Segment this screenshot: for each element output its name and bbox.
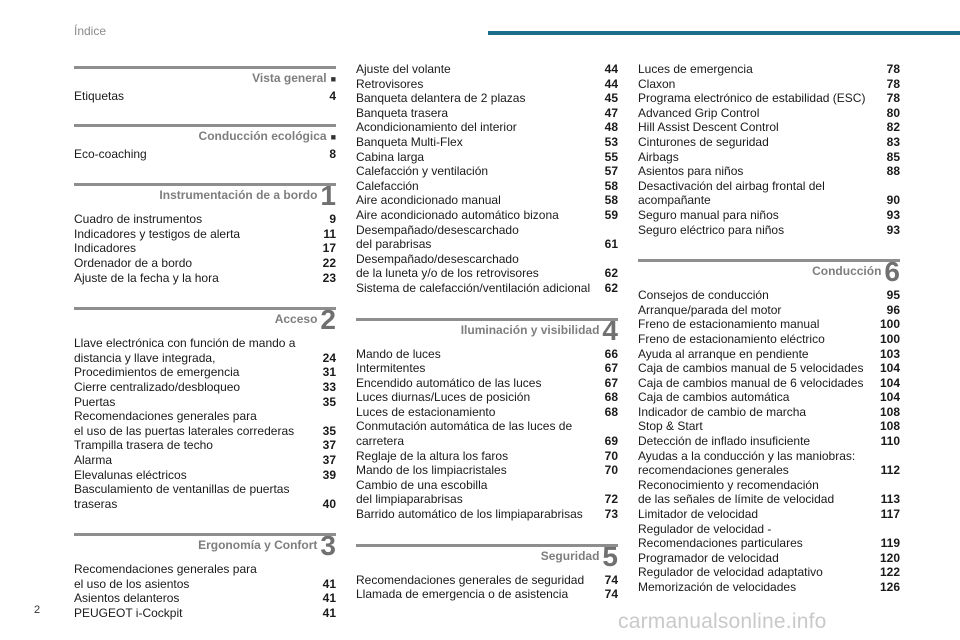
toc-entry[interactable] bbox=[638, 62, 900, 77]
entry-list bbox=[74, 89, 336, 108]
entry-page: 95 bbox=[886, 288, 900, 303]
toc-entry[interactable] bbox=[638, 193, 900, 208]
entry-title: Seguro manual para niños bbox=[638, 207, 779, 222]
toc-entry[interactable] bbox=[638, 164, 900, 179]
entry-page: 41 bbox=[322, 591, 336, 606]
toc-entry[interactable] bbox=[356, 237, 618, 252]
entry-title: Reconocimiento y recomendación bbox=[638, 477, 819, 492]
toc-section bbox=[74, 66, 336, 108]
toc-entry[interactable] bbox=[638, 223, 900, 238]
entry-title: Arranque/parada del motor bbox=[638, 302, 782, 317]
toc-entry[interactable] bbox=[356, 573, 618, 588]
entry-list bbox=[356, 62, 618, 300]
entry-title: Cuadro de instrumentos bbox=[74, 212, 203, 227]
entry-page: 67 bbox=[604, 375, 618, 390]
entry-page: 104 bbox=[879, 390, 900, 405]
toc-entry[interactable] bbox=[638, 492, 900, 507]
entry-title: Desempañado/desescarchado bbox=[356, 251, 519, 266]
entry-title: Desactivación del airbag frontal del bbox=[638, 178, 825, 193]
entry-page: 61 bbox=[604, 237, 618, 252]
entry-page: 9 bbox=[329, 212, 336, 227]
toc-section bbox=[356, 300, 618, 526]
entry-title: Calefacción y ventilación bbox=[356, 164, 489, 179]
entry-title: Regulador de velocidad - bbox=[638, 521, 772, 536]
entry-page: 48 bbox=[604, 120, 618, 135]
entry-page: 24 bbox=[322, 350, 336, 365]
toc-section bbox=[638, 62, 900, 241]
entry-title: Caja de cambios manual de 5 velocidades bbox=[638, 361, 864, 376]
entry-title: Desempañado/desescarchado bbox=[356, 222, 519, 237]
toc-entry[interactable] bbox=[638, 478, 900, 493]
entry-title: Elevalunas eléctricos bbox=[74, 467, 187, 482]
entry-page: 104 bbox=[879, 375, 900, 390]
entry-title: del parabrisas bbox=[356, 237, 432, 252]
entry-title: carretera bbox=[356, 434, 405, 449]
entry-page: 85 bbox=[886, 149, 900, 164]
entry-page: 23 bbox=[322, 270, 336, 285]
toc-entry[interactable] bbox=[74, 351, 336, 366]
toc-section bbox=[638, 241, 900, 598]
entry-title: Consejos de conducción bbox=[638, 288, 769, 303]
entry-title: de la luneta y/o de los retrovisores bbox=[356, 266, 539, 281]
toc-entry[interactable] bbox=[356, 347, 618, 362]
toc-entry[interactable] bbox=[638, 179, 900, 194]
toc-entry[interactable] bbox=[356, 193, 618, 208]
entry-page: 68 bbox=[604, 404, 618, 419]
entry-page: 4 bbox=[329, 89, 336, 103]
entry-title: Acondicionamiento del interior bbox=[356, 120, 517, 135]
entry-title: Trampilla trasera de techo bbox=[74, 438, 213, 453]
entry-title: Calefacción bbox=[356, 178, 419, 193]
toc-entry[interactable] bbox=[638, 419, 900, 434]
toc-entry[interactable] bbox=[356, 77, 618, 92]
toc-entry[interactable] bbox=[356, 179, 618, 194]
toc-entry[interactable] bbox=[356, 361, 618, 376]
entry-title: Stop & Start bbox=[638, 419, 703, 434]
entry-title: recomendaciones generales bbox=[638, 463, 789, 478]
toc-entry[interactable] bbox=[356, 266, 618, 281]
toc-section bbox=[74, 165, 336, 289]
entry-page: 22 bbox=[322, 255, 336, 270]
entry-page: 119 bbox=[880, 536, 900, 551]
toc-entry[interactable] bbox=[638, 390, 900, 405]
section-bullet-icon: ■ bbox=[330, 131, 336, 142]
toc-entry[interactable] bbox=[74, 256, 336, 271]
entry-title: Barrido automático de los limpiaparabrisas bbox=[356, 507, 583, 522]
toc-entry[interactable] bbox=[638, 551, 900, 566]
entry-page: 69 bbox=[604, 434, 618, 449]
toc-column-1 bbox=[74, 62, 336, 625]
entry-title: Ajuste del volante bbox=[356, 62, 451, 76]
toc-entry[interactable] bbox=[74, 606, 336, 621]
toc-entry[interactable] bbox=[638, 463, 900, 478]
entry-title: Mando de los limpiacristales bbox=[356, 463, 507, 478]
toc-entry[interactable] bbox=[356, 106, 618, 121]
section-title: Conducción ecológica bbox=[198, 128, 327, 143]
entry-title: del limpiaparabrisas bbox=[356, 492, 463, 507]
toc-entry[interactable] bbox=[638, 580, 900, 595]
section-title: Seguridad bbox=[540, 548, 600, 563]
entry-title: Conmutación automática de las luces de bbox=[356, 419, 573, 434]
entry-list bbox=[74, 212, 336, 289]
header-accent-bar bbox=[488, 31, 960, 35]
entry-page: 41 bbox=[322, 576, 336, 591]
toc-entry[interactable] bbox=[638, 135, 900, 150]
entry-title: Banqueta trasera bbox=[356, 105, 449, 120]
section-title: Iluminación y visibilidad bbox=[460, 322, 600, 337]
toc-entry[interactable] bbox=[638, 208, 900, 223]
toc-entry[interactable] bbox=[356, 390, 618, 405]
entry-title: Luces diurnas/Luces de posición bbox=[356, 390, 531, 405]
entry-page: 68 bbox=[604, 390, 618, 405]
entry-title: Banqueta Multi-Flex bbox=[356, 134, 463, 149]
entry-title: Seguro eléctrico para niños bbox=[638, 222, 785, 237]
toc-entry[interactable] bbox=[74, 453, 336, 468]
toc-entry[interactable] bbox=[638, 376, 900, 391]
entry-title: Programador de velocidad bbox=[638, 550, 779, 565]
entry-title: Freno de estacionamiento manual bbox=[638, 317, 820, 332]
entry-title: el uso de las puertas laterales correderas bbox=[74, 423, 295, 438]
entry-page: 93 bbox=[886, 222, 900, 237]
toc-entry[interactable] bbox=[356, 223, 618, 238]
entry-title: Cabina larga bbox=[356, 149, 425, 164]
entry-title: Indicador de cambio de marcha bbox=[638, 404, 807, 419]
entry-title: Eco-coaching bbox=[74, 146, 147, 161]
section-number: 4 bbox=[602, 314, 618, 346]
toc-entry[interactable] bbox=[74, 424, 336, 439]
entry-page: 74 bbox=[604, 572, 618, 587]
entry-title: Indicadores bbox=[74, 241, 137, 256]
toc-entry[interactable] bbox=[356, 208, 618, 223]
section-number: 1 bbox=[320, 180, 336, 212]
entry-page: 62 bbox=[604, 280, 618, 295]
toc-entry[interactable] bbox=[356, 405, 618, 420]
entry-page: 41 bbox=[322, 606, 336, 621]
entry-page: 100 bbox=[879, 317, 900, 332]
toc-entry[interactable] bbox=[638, 361, 900, 376]
entry-title: Llave electrónica con función de mando a bbox=[74, 336, 296, 351]
entry-page: 57 bbox=[604, 164, 618, 179]
toc-section bbox=[74, 289, 336, 515]
section-title: Acceso bbox=[274, 312, 318, 327]
entry-page: 104 bbox=[879, 361, 900, 376]
entry-title: Retrovisores bbox=[356, 76, 424, 91]
toc-entry[interactable] bbox=[356, 164, 618, 179]
entry-title: Alarma bbox=[74, 452, 113, 467]
toc-entry[interactable] bbox=[74, 577, 336, 592]
entry-title: Reglaje de la altura los faros bbox=[356, 448, 509, 463]
section-bullet-icon: ■ bbox=[330, 74, 336, 84]
entry-page: 112 bbox=[880, 463, 900, 478]
entry-title: Detección de inflado insuficiente bbox=[638, 434, 811, 449]
toc-entry[interactable] bbox=[74, 438, 336, 453]
entry-page: 78 bbox=[886, 91, 900, 106]
toc-entry[interactable] bbox=[356, 62, 618, 77]
entry-page: 31 bbox=[322, 365, 336, 380]
entry-title: Intermitentes bbox=[356, 361, 426, 376]
toc-entry[interactable] bbox=[74, 591, 336, 606]
entry-page: 110 bbox=[880, 434, 900, 449]
entry-title: Mando de luces bbox=[356, 346, 441, 361]
toc-entry[interactable] bbox=[638, 565, 900, 580]
toc-entry[interactable] bbox=[74, 395, 336, 410]
entry-title: Programa electrónico de estabilidad (ESC) bbox=[638, 91, 866, 106]
section-header bbox=[638, 256, 900, 288]
entry-page: 53 bbox=[604, 134, 618, 149]
toc-entry[interactable] bbox=[74, 271, 336, 286]
toc-entry[interactable] bbox=[74, 336, 336, 351]
toc-entry[interactable] bbox=[74, 147, 336, 162]
entry-title: distancia y llave integrada, bbox=[74, 350, 216, 365]
toc-entry[interactable] bbox=[638, 405, 900, 420]
toc-entry[interactable] bbox=[638, 536, 900, 551]
entry-title: Ayudas a la conducción y las maniobras: bbox=[638, 448, 856, 463]
toc-entry[interactable] bbox=[638, 317, 900, 332]
section-header bbox=[74, 124, 336, 147]
entry-title: Basculamiento de ventanillas de puertas bbox=[74, 482, 290, 497]
entry-page: 103 bbox=[879, 346, 900, 361]
entry-page: 39 bbox=[322, 467, 336, 482]
toc-entry[interactable] bbox=[638, 91, 900, 106]
toc-entry[interactable] bbox=[356, 376, 618, 391]
toc-entry[interactable] bbox=[638, 332, 900, 347]
entry-title: Ayuda al arranque en pendiente bbox=[638, 346, 809, 361]
section-title: Ergonomía y Confort bbox=[198, 538, 318, 553]
entry-page: 58 bbox=[604, 178, 618, 193]
entry-title: Hill Assist Descent Control bbox=[638, 120, 779, 135]
entry-title: Luces de estacionamiento bbox=[356, 404, 496, 419]
entry-title: Recomendaciones generales para bbox=[74, 562, 257, 577]
toc-entry[interactable] bbox=[356, 463, 618, 478]
entry-page: 90 bbox=[886, 193, 900, 208]
toc-entry[interactable] bbox=[356, 120, 618, 135]
section-header bbox=[74, 304, 336, 336]
toc-entry[interactable] bbox=[638, 347, 900, 362]
entry-page: 62 bbox=[604, 266, 618, 281]
entry-title: Cierre centralizado/desbloqueo bbox=[74, 379, 241, 394]
toc-entry[interactable] bbox=[74, 409, 336, 424]
toc-entry[interactable] bbox=[638, 120, 900, 135]
toc-entry[interactable] bbox=[638, 77, 900, 92]
toc-entry[interactable] bbox=[74, 497, 336, 512]
toc-entry[interactable] bbox=[356, 419, 618, 434]
toc-entry[interactable] bbox=[356, 281, 618, 296]
toc-entry[interactable] bbox=[638, 303, 900, 318]
entry-title: Asientos para niños bbox=[638, 164, 744, 179]
toc-entry[interactable] bbox=[74, 227, 336, 242]
entry-title: Aire acondicionado automático bizona bbox=[356, 207, 559, 222]
entry-page: 100 bbox=[879, 331, 900, 346]
entry-list bbox=[74, 336, 336, 515]
toc-entry[interactable] bbox=[356, 434, 618, 449]
watermark: carmanualsonline.info bbox=[618, 610, 827, 633]
toc-entry[interactable] bbox=[638, 449, 900, 464]
entry-page: 73 bbox=[604, 507, 618, 522]
section-header bbox=[74, 180, 336, 212]
toc-entry[interactable] bbox=[356, 478, 618, 493]
entry-title: Claxon bbox=[638, 76, 676, 91]
entry-title: Recomendaciones generales para bbox=[74, 409, 257, 424]
entry-title: Advanced Grip Control bbox=[638, 105, 760, 120]
toc-entry[interactable] bbox=[74, 241, 336, 256]
entry-page: 113 bbox=[880, 492, 900, 507]
toc-entry[interactable] bbox=[74, 89, 336, 104]
toc-entry[interactable] bbox=[356, 252, 618, 267]
entry-page: 78 bbox=[886, 76, 900, 91]
entry-title: Asientos delanteros bbox=[74, 591, 180, 606]
entry-title: PEUGEOT i-Cockpit bbox=[74, 606, 183, 621]
entry-page: 44 bbox=[604, 62, 618, 76]
toc-entry[interactable] bbox=[356, 492, 618, 507]
entry-page: 58 bbox=[604, 193, 618, 208]
entry-title: Encendido automático de las luces bbox=[356, 375, 542, 390]
entry-page: 35 bbox=[322, 423, 336, 438]
entry-page: 11 bbox=[323, 226, 336, 241]
entry-title: Indicadores y testigos de alerta bbox=[74, 226, 241, 241]
entry-page: 96 bbox=[886, 302, 900, 317]
entry-title: el uso de los asientos bbox=[74, 576, 190, 591]
entry-title: acompañante bbox=[638, 193, 711, 208]
entry-page: 55 bbox=[604, 149, 618, 164]
section-title: Instrumentación de a bordo bbox=[159, 188, 318, 203]
entry-page: 17 bbox=[322, 241, 336, 256]
entry-page: 80 bbox=[886, 105, 900, 120]
entry-title: Airbags bbox=[638, 149, 679, 164]
section-title: Conducción bbox=[812, 264, 882, 279]
entry-page: 82 bbox=[886, 120, 900, 135]
entry-list bbox=[638, 288, 900, 598]
entry-list bbox=[74, 147, 336, 166]
section-number: 3 bbox=[320, 530, 336, 562]
entry-page: 83 bbox=[886, 134, 900, 149]
page-header-title: Índice bbox=[74, 24, 107, 38]
entry-page: 70 bbox=[604, 463, 618, 478]
entry-page: 122 bbox=[879, 565, 900, 580]
entry-title: Aire acondicionado manual bbox=[356, 193, 501, 208]
entry-page: 37 bbox=[322, 438, 336, 453]
entry-page: 117 bbox=[880, 507, 900, 522]
toc-entry[interactable] bbox=[356, 150, 618, 165]
toc-section bbox=[356, 526, 618, 606]
entry-page: 78 bbox=[886, 62, 900, 76]
entry-page: 66 bbox=[604, 346, 618, 361]
entry-title: Puertas bbox=[74, 394, 116, 409]
toc-column-3 bbox=[638, 62, 900, 599]
entry-title: Limitador de velocidad bbox=[638, 507, 759, 522]
toc-entry[interactable] bbox=[356, 507, 618, 522]
entry-page: 59 bbox=[604, 207, 618, 222]
entry-title: Memorización de velocidades bbox=[638, 580, 797, 594]
entry-page: 33 bbox=[322, 379, 336, 394]
entry-title: Llamada de emergencia o de asistencia bbox=[356, 587, 569, 602]
entry-title: de las señales de límite de velocidad bbox=[638, 492, 835, 507]
toc-section bbox=[356, 62, 618, 300]
toc-entry[interactable] bbox=[356, 587, 618, 602]
entry-title: Ordenador de a bordo bbox=[74, 255, 193, 270]
section-header bbox=[356, 314, 618, 347]
toc-entry[interactable] bbox=[74, 562, 336, 577]
section-header bbox=[74, 530, 336, 562]
entry-page: 108 bbox=[879, 419, 900, 434]
entry-page: 70 bbox=[604, 448, 618, 463]
section-header bbox=[356, 540, 618, 573]
entry-page: 93 bbox=[886, 207, 900, 222]
entry-title: Recomendaciones generales de seguridad bbox=[356, 572, 585, 587]
entry-page: 72 bbox=[604, 492, 618, 507]
entry-title: Procedimientos de emergencia bbox=[74, 365, 240, 380]
entry-title: Sistema de calefacción/ventilación adicional bbox=[356, 280, 591, 295]
entry-page: 67 bbox=[604, 361, 618, 376]
toc-entry[interactable] bbox=[74, 365, 336, 380]
entry-page: 37 bbox=[322, 452, 336, 467]
toc-entry[interactable] bbox=[356, 91, 618, 106]
entry-title: Regulador de velocidad adaptativo bbox=[638, 565, 823, 580]
entry-list bbox=[356, 347, 618, 526]
entry-page: 35 bbox=[322, 394, 336, 409]
entry-page: 74 bbox=[604, 587, 618, 602]
section-title: Vista general bbox=[252, 71, 327, 85]
entry-title: Luces de emergencia bbox=[638, 62, 753, 76]
entry-title: Ajuste de la fecha y la hora bbox=[74, 270, 219, 285]
toc-entry[interactable] bbox=[638, 288, 900, 303]
entry-list bbox=[356, 573, 618, 606]
page-number: 2 bbox=[34, 604, 41, 616]
entry-title: Freno de estacionamiento eléctrico bbox=[638, 331, 825, 346]
toc-entry[interactable] bbox=[74, 468, 336, 483]
entry-title: Banqueta delantera de 2 plazas bbox=[356, 91, 526, 106]
toc-entry[interactable] bbox=[356, 135, 618, 150]
toc-section bbox=[74, 515, 336, 624]
entry-page: 40 bbox=[322, 496, 336, 511]
entry-page: 47 bbox=[604, 105, 618, 120]
entry-list bbox=[74, 562, 336, 624]
entry-title: Recomendaciones particulares bbox=[638, 536, 803, 551]
toc-entry[interactable] bbox=[638, 507, 900, 522]
entry-title: Caja de cambios automática bbox=[638, 390, 790, 405]
toc-section bbox=[74, 108, 336, 166]
toc-entry[interactable] bbox=[638, 106, 900, 121]
toc-entry[interactable] bbox=[638, 150, 900, 165]
entry-page: 126 bbox=[879, 580, 900, 594]
entry-title: Cambio de una escobilla bbox=[356, 477, 488, 492]
entry-page: 120 bbox=[879, 550, 900, 565]
toc-entry[interactable] bbox=[74, 380, 336, 395]
entry-page: 45 bbox=[604, 91, 618, 106]
toc-entry[interactable] bbox=[74, 482, 336, 497]
toc-entry[interactable] bbox=[638, 434, 900, 449]
toc-entry[interactable] bbox=[74, 212, 336, 227]
entry-title: Cinturones de seguridad bbox=[638, 134, 769, 149]
section-number: 6 bbox=[884, 256, 900, 288]
toc-entry[interactable] bbox=[638, 522, 900, 537]
entry-list bbox=[638, 62, 900, 241]
entry-title: Etiquetas bbox=[74, 89, 125, 103]
entry-page: 108 bbox=[879, 404, 900, 419]
entry-title: Caja de cambios manual de 6 velocidades bbox=[638, 375, 864, 390]
entry-title: traseras bbox=[74, 496, 118, 511]
section-number: 2 bbox=[320, 304, 336, 336]
toc-column-2 bbox=[356, 62, 618, 606]
entry-page: 44 bbox=[604, 76, 618, 91]
entry-page: 8 bbox=[329, 146, 336, 161]
toc-entry[interactable] bbox=[356, 449, 618, 464]
section-header bbox=[74, 66, 336, 89]
section-number: 5 bbox=[602, 540, 618, 572]
entry-page: 88 bbox=[886, 164, 900, 179]
